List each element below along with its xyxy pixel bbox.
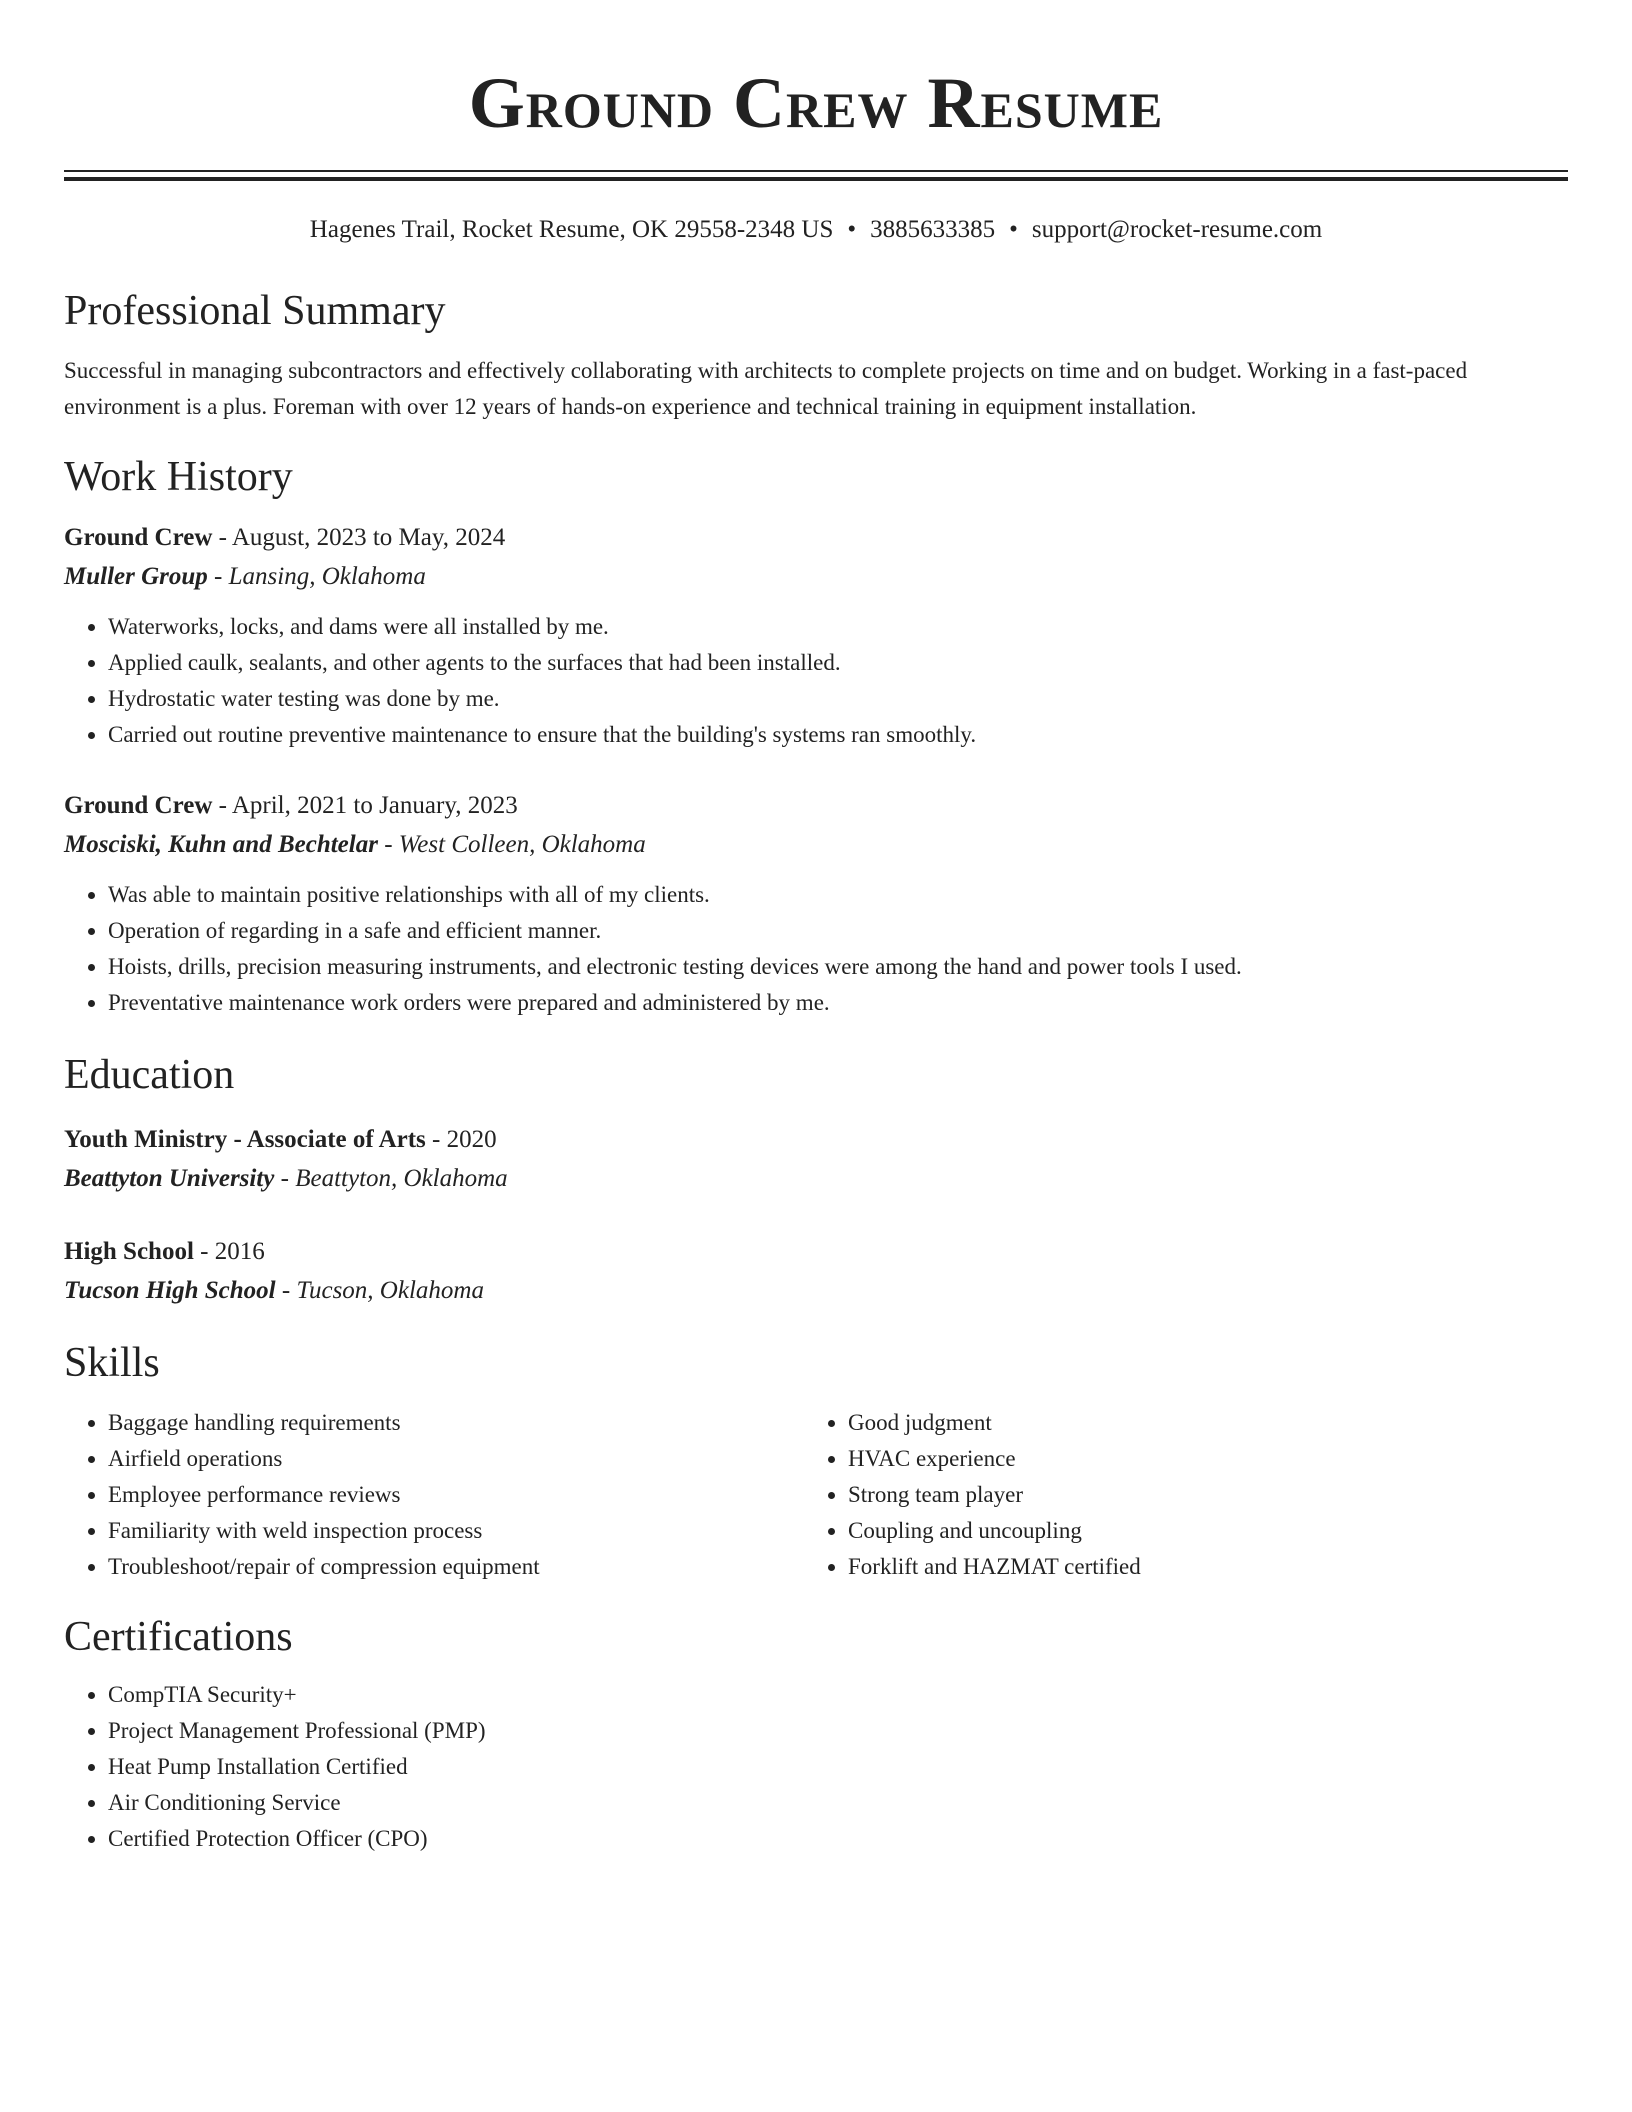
contact-address: Hagenes Trail, Rocket Resume, OK 29558-2348 US [309,216,834,243]
list-item: • Preventative maintenance work orders were prepared and administered by me. [108,985,1568,1021]
education-school: Tucson High School [64,1277,276,1304]
list-item: • HVAC experience [848,1441,1544,1477]
education-heading [64,1235,1568,1269]
education-degree: Youth Ministry - Associate of Arts [64,1126,426,1153]
list-item: • CompTIA Security+ [108,1677,1568,1713]
section-title-summary: Professional Summary [64,288,446,334]
list-item: • Applied caulk, sealants, and other agents to the surfaces that had been installed. [108,645,1568,681]
job-dates: - August, 2023 to May, 2024 [212,524,506,551]
job-company-line [64,827,1568,863]
section-title-work-history: Work History [64,454,293,500]
contact-email: support@rocket-resume.com [1031,216,1323,243]
education-school-line [64,1161,1568,1197]
section-title-certifications: Certifications [64,1614,293,1660]
certifications-list [64,1677,1568,1857]
section-title-skills: Skills [64,1340,160,1386]
job-company-line [64,559,1568,595]
job-duties-list [64,877,1568,1021]
contact-phone: 3885633385 [870,216,996,243]
education-location: - Beattyton, Oklahoma [274,1165,508,1192]
list-item: • Good judgment [848,1405,1544,1441]
contact-line [64,213,1568,247]
contact-separator: • [1009,216,1018,243]
contact-separator: • [847,216,857,243]
education-entry [64,1235,1568,1309]
skills-list [64,1405,804,1585]
list-item: • Baggage handling requirements [108,1405,804,1441]
resume-title: Ground Crew Resume [468,63,1164,143]
list-item: • Certified Protection Officer (CPO) [108,1821,1568,1857]
list-item: • Carried out routine preventive maintenance to ensure that the building's systems ran smoothly. [108,717,1568,753]
job-role: Ground Crew [64,792,213,819]
job-location: - West Colleen, Oklahoma [377,831,646,858]
job-dates: - April, 2021 to January, 2023 [212,792,518,819]
list-item: • Heat Pump Installation Certified [108,1749,1568,1785]
list-item: • Hoists, drills, precision measuring instruments, and electronic testing devices were among the hand and power tools I used. [108,949,1568,985]
list-item: • Was able to maintain positive relationships with all of my clients. [108,877,1568,913]
list-item: • Coupling and uncoupling [848,1513,1544,1549]
job-entry [64,789,1568,1021]
skills-column-right [804,1405,1544,1585]
list-item: • Airfield operations [108,1441,804,1477]
list-item: • Familiarity with weld inspection process [108,1513,804,1549]
list-item: • Project Management Professional (PMP) [108,1713,1568,1749]
education-entry [64,1123,1568,1197]
job-company: Muller Group [64,563,208,590]
job-location: - Lansing, Oklahoma [207,563,426,590]
skills-list [804,1405,1544,1585]
education-school: Beattyton University [64,1165,275,1192]
list-item: • Hydrostatic water testing was done by me. [108,681,1568,717]
list-item: • Troubleshoot/repair of compression equipment [108,1549,804,1585]
skills-column-left [64,1405,804,1585]
list-item: • Forklift and HAZMAT certified [848,1549,1544,1585]
job-role: Ground Crew [64,524,213,551]
job-heading [64,789,1568,823]
header-double-rule [64,170,1568,181]
skills-grid [64,1405,1568,1585]
education-school-line [64,1273,1568,1309]
list-item: • Waterworks, locks, and dams were all installed by me. [108,609,1568,645]
list-item: • Strong team player [848,1477,1544,1513]
job-entry [64,521,1568,753]
job-heading [64,521,1568,555]
job-company: Mosciski, Kuhn and Bechtelar [64,831,378,858]
education-degree: High School [64,1238,194,1265]
education-year: - 2020 [425,1126,497,1153]
education-heading [64,1123,1568,1157]
education-location: - Tucson, Oklahoma [275,1277,484,1304]
list-item: • Operation of regarding in a safe and efficient manner. [108,913,1568,949]
education-year: - 2016 [193,1238,265,1265]
list-item: • Employee performance reviews [108,1477,804,1513]
list-item: • Air Conditioning Service [108,1785,1568,1821]
section-title-education: Education [64,1052,235,1098]
summary-text: Successful in managing subcontractors and effectively collaborating with architects to complete projects on time and on budget. Working in a fast-paced environment is a plus. Foreman with over 12 years of hands-on experience and technical training in equipment installation. [64,358,1468,419]
job-duties-list [64,609,1568,753]
